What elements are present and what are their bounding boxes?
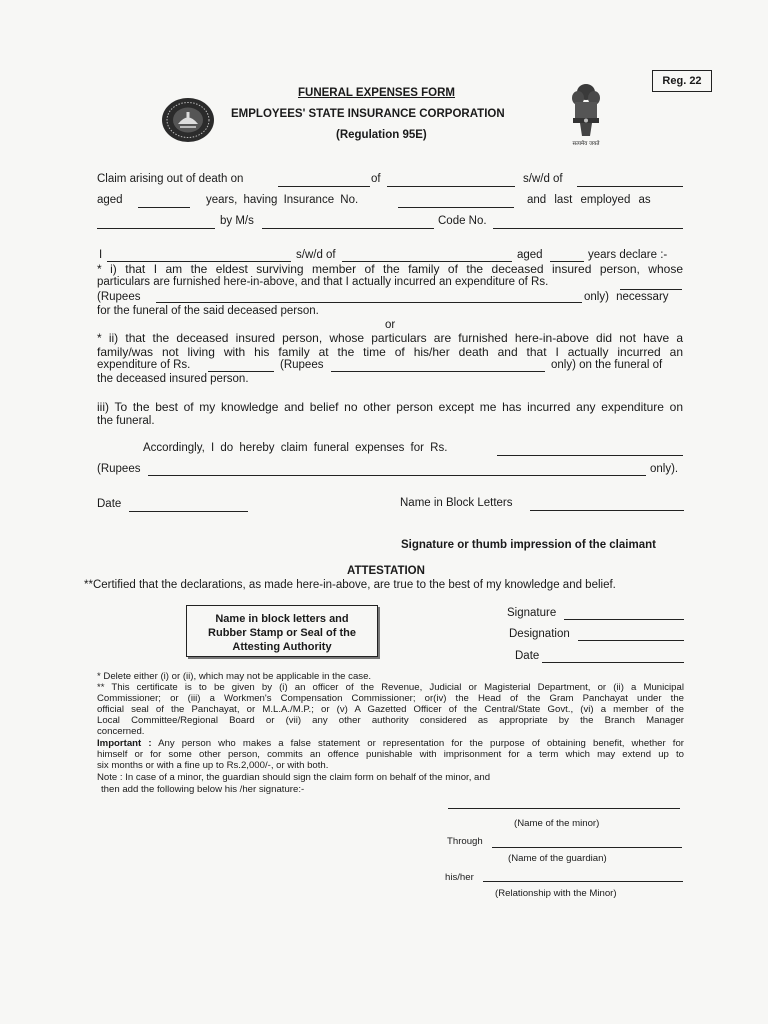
- declare-label: years declare :-: [588, 249, 668, 261]
- relationship-label: (Relationship with the Minor): [495, 888, 617, 899]
- attestation-certified: **Certified that the declarations, as made here-in-above, are true to the best of my knowledge and belief.: [84, 579, 616, 591]
- code-no-field[interactable]: [493, 228, 683, 229]
- minor-name-field[interactable]: [448, 808, 680, 809]
- option-1-rs-field[interactable]: [620, 289, 682, 290]
- emblem-motto: सत्यमेव जयते: [572, 141, 600, 147]
- reg-number-box: Reg. 22: [652, 70, 712, 92]
- date-field[interactable]: [129, 511, 248, 512]
- option-1-line-1: * i) that I am the eldest surviving member of the family of the deceased insured person, whose: [97, 262, 683, 276]
- attest-designation-field[interactable]: [578, 640, 684, 641]
- option-2-rs-field[interactable]: [208, 371, 274, 372]
- guardian-name-label: (Name of the guardian): [508, 853, 607, 864]
- or-separator: or: [385, 319, 396, 331]
- auth-box-line-1: Name in block letters and: [215, 613, 349, 625]
- declarant-aged-label: aged: [517, 249, 543, 261]
- important-label: Important :: [97, 738, 152, 749]
- block-letters-field[interactable]: [530, 510, 684, 511]
- claim-swd-label: s/w/d of: [523, 173, 563, 185]
- age-field[interactable]: [138, 207, 190, 208]
- attest-signature-field[interactable]: [564, 619, 684, 620]
- claimant-signature-label: Signature or thumb impression of the claimant: [401, 539, 656, 551]
- lion-capital-icon: [568, 82, 604, 138]
- note-certificate-line-2: Commissioner; or (iii) a Workmen's Compensation Commissioner; or(iv) the Head of the Gram Panchayat under the: [97, 693, 684, 704]
- declarant-i-label: I: [99, 249, 103, 261]
- form-title: FUNERAL EXPENSES FORM: [298, 87, 455, 99]
- employed-as-field[interactable]: [97, 228, 215, 229]
- option-2-rupees-label: (Rupees: [280, 359, 324, 371]
- minor-note-line-1: Note : In case of a minor, the guardian should sign the claim form on behalf of the minor, and: [97, 772, 491, 783]
- employed-label: and last employed as: [527, 194, 651, 206]
- option-3-line-2: the funeral.: [97, 415, 155, 427]
- block-letters-label: Name in Block Letters: [400, 497, 513, 509]
- note-certificate-line-1: ** This certificate is to be given by (i) an officer of the Revenue, Judicial or Magisterial Department, or (ii) a Municipal: [97, 682, 684, 693]
- attestation-heading: ATTESTATION: [347, 565, 425, 577]
- option-2-line-2: family/was not living with his family at the time of his/her death and that I actually incurred an: [97, 345, 683, 359]
- declarant-swd-label: s/w/d of: [296, 249, 336, 261]
- esic-logo: [161, 97, 215, 143]
- note-certificate-line-3: official seal of the Panchayat, or M.L.A./M.P.; or (v) A Gazetted Officer of the Central/State Govt., (vi) a member of the: [97, 704, 684, 715]
- important-line-1: [97, 738, 684, 749]
- note-delete: * Delete either (i) or (ii), which may not be applicable in the case.: [97, 671, 372, 682]
- minor-note-line-2: then add the following below his /her signature:-: [101, 784, 305, 795]
- insurance-label: years, having Insurance No.: [206, 194, 359, 206]
- option-2-rupees-field[interactable]: [331, 371, 545, 372]
- important-text: Any person who makes a false statement or representation for the purpose of obtaining benefit, whether for: [151, 738, 684, 749]
- option-3-line-1: iii) To the best of my knowledge and belief no other person except me has incurred any expenditure on: [97, 400, 683, 414]
- claim-amount-field[interactable]: [497, 455, 683, 456]
- important-line-3: six months or with a fine up to Rs.2,000/-, or with both.: [97, 760, 329, 771]
- option-2-line-1: * ii) that the deceased insured person, whose particulars are furnished here-in-above did not have a: [97, 331, 683, 345]
- note-certificate-line-5: concerned.: [97, 726, 145, 737]
- org-name: EMPLOYEES' STATE INSURANCE CORPORATION: [231, 108, 505, 120]
- insurance-no-field[interactable]: [398, 207, 514, 208]
- regulation: (Regulation 95E): [336, 129, 427, 141]
- claim-death-label: Claim arising out of death on: [97, 173, 244, 185]
- claim-rupees-label: (Rupees: [97, 463, 141, 475]
- national-emblem: [568, 82, 604, 148]
- auth-box-line-2: Rubber Stamp or Seal of the: [208, 627, 356, 639]
- through-label: Through: [447, 836, 483, 847]
- relationship-field[interactable]: [483, 881, 683, 882]
- claim-amount-label: Accordingly, I do hereby claim funeral expenses for Rs.: [143, 442, 448, 454]
- note-certificate-line-4: Local Committee/Regional Board or (vii) any other authority considered as appropriate by the Branch Manager: [97, 715, 684, 726]
- attest-signature-label: Signature: [507, 607, 557, 619]
- option-1-only-label: only) necessary: [584, 291, 669, 303]
- option-1-line-2: particulars are furnished here-in-above, and that I actually incurred an expenditure of Rs.: [97, 276, 549, 288]
- employer-field[interactable]: [262, 228, 434, 229]
- option-1-rupees-label: (Rupees: [97, 291, 141, 303]
- option-1-rupees-field[interactable]: [156, 302, 582, 303]
- auth-box-line-3: Attesting Authority: [232, 641, 332, 653]
- parent-name-field[interactable]: [577, 186, 683, 187]
- claim-of-label: of: [371, 173, 381, 185]
- claim-only-label: only).: [650, 463, 679, 475]
- option-2-line-4: the deceased insured person.: [97, 373, 249, 385]
- option-1-line-4: for the funeral of the said deceased person.: [97, 305, 319, 317]
- minor-name-label: (Name of the minor): [514, 818, 600, 829]
- attest-designation-label: Designation: [509, 628, 570, 640]
- esic-logo-icon: [161, 97, 215, 143]
- attest-date-label: Date: [515, 650, 540, 662]
- guardian-name-field[interactable]: [492, 847, 682, 848]
- hisher-label: his/her: [445, 872, 474, 883]
- option-2-rs-label: expenditure of Rs.: [97, 359, 191, 371]
- by-ms-label: by M/s: [220, 215, 254, 227]
- attest-date-field[interactable]: [542, 662, 684, 663]
- aged-label: aged: [97, 194, 123, 206]
- death-date-field[interactable]: [278, 186, 370, 187]
- code-no-label: Code No.: [438, 215, 487, 227]
- deceased-name-field[interactable]: [387, 186, 515, 187]
- attesting-authority-box: [186, 605, 378, 657]
- claim-rupees-field[interactable]: [148, 475, 646, 476]
- date-label: Date: [97, 498, 122, 510]
- important-line-2: himself or for some other person, commits an offence punishable with imprisonment for a term which may extend up to: [97, 749, 684, 760]
- option-2-only-label: only) on the funeral of: [551, 359, 663, 371]
